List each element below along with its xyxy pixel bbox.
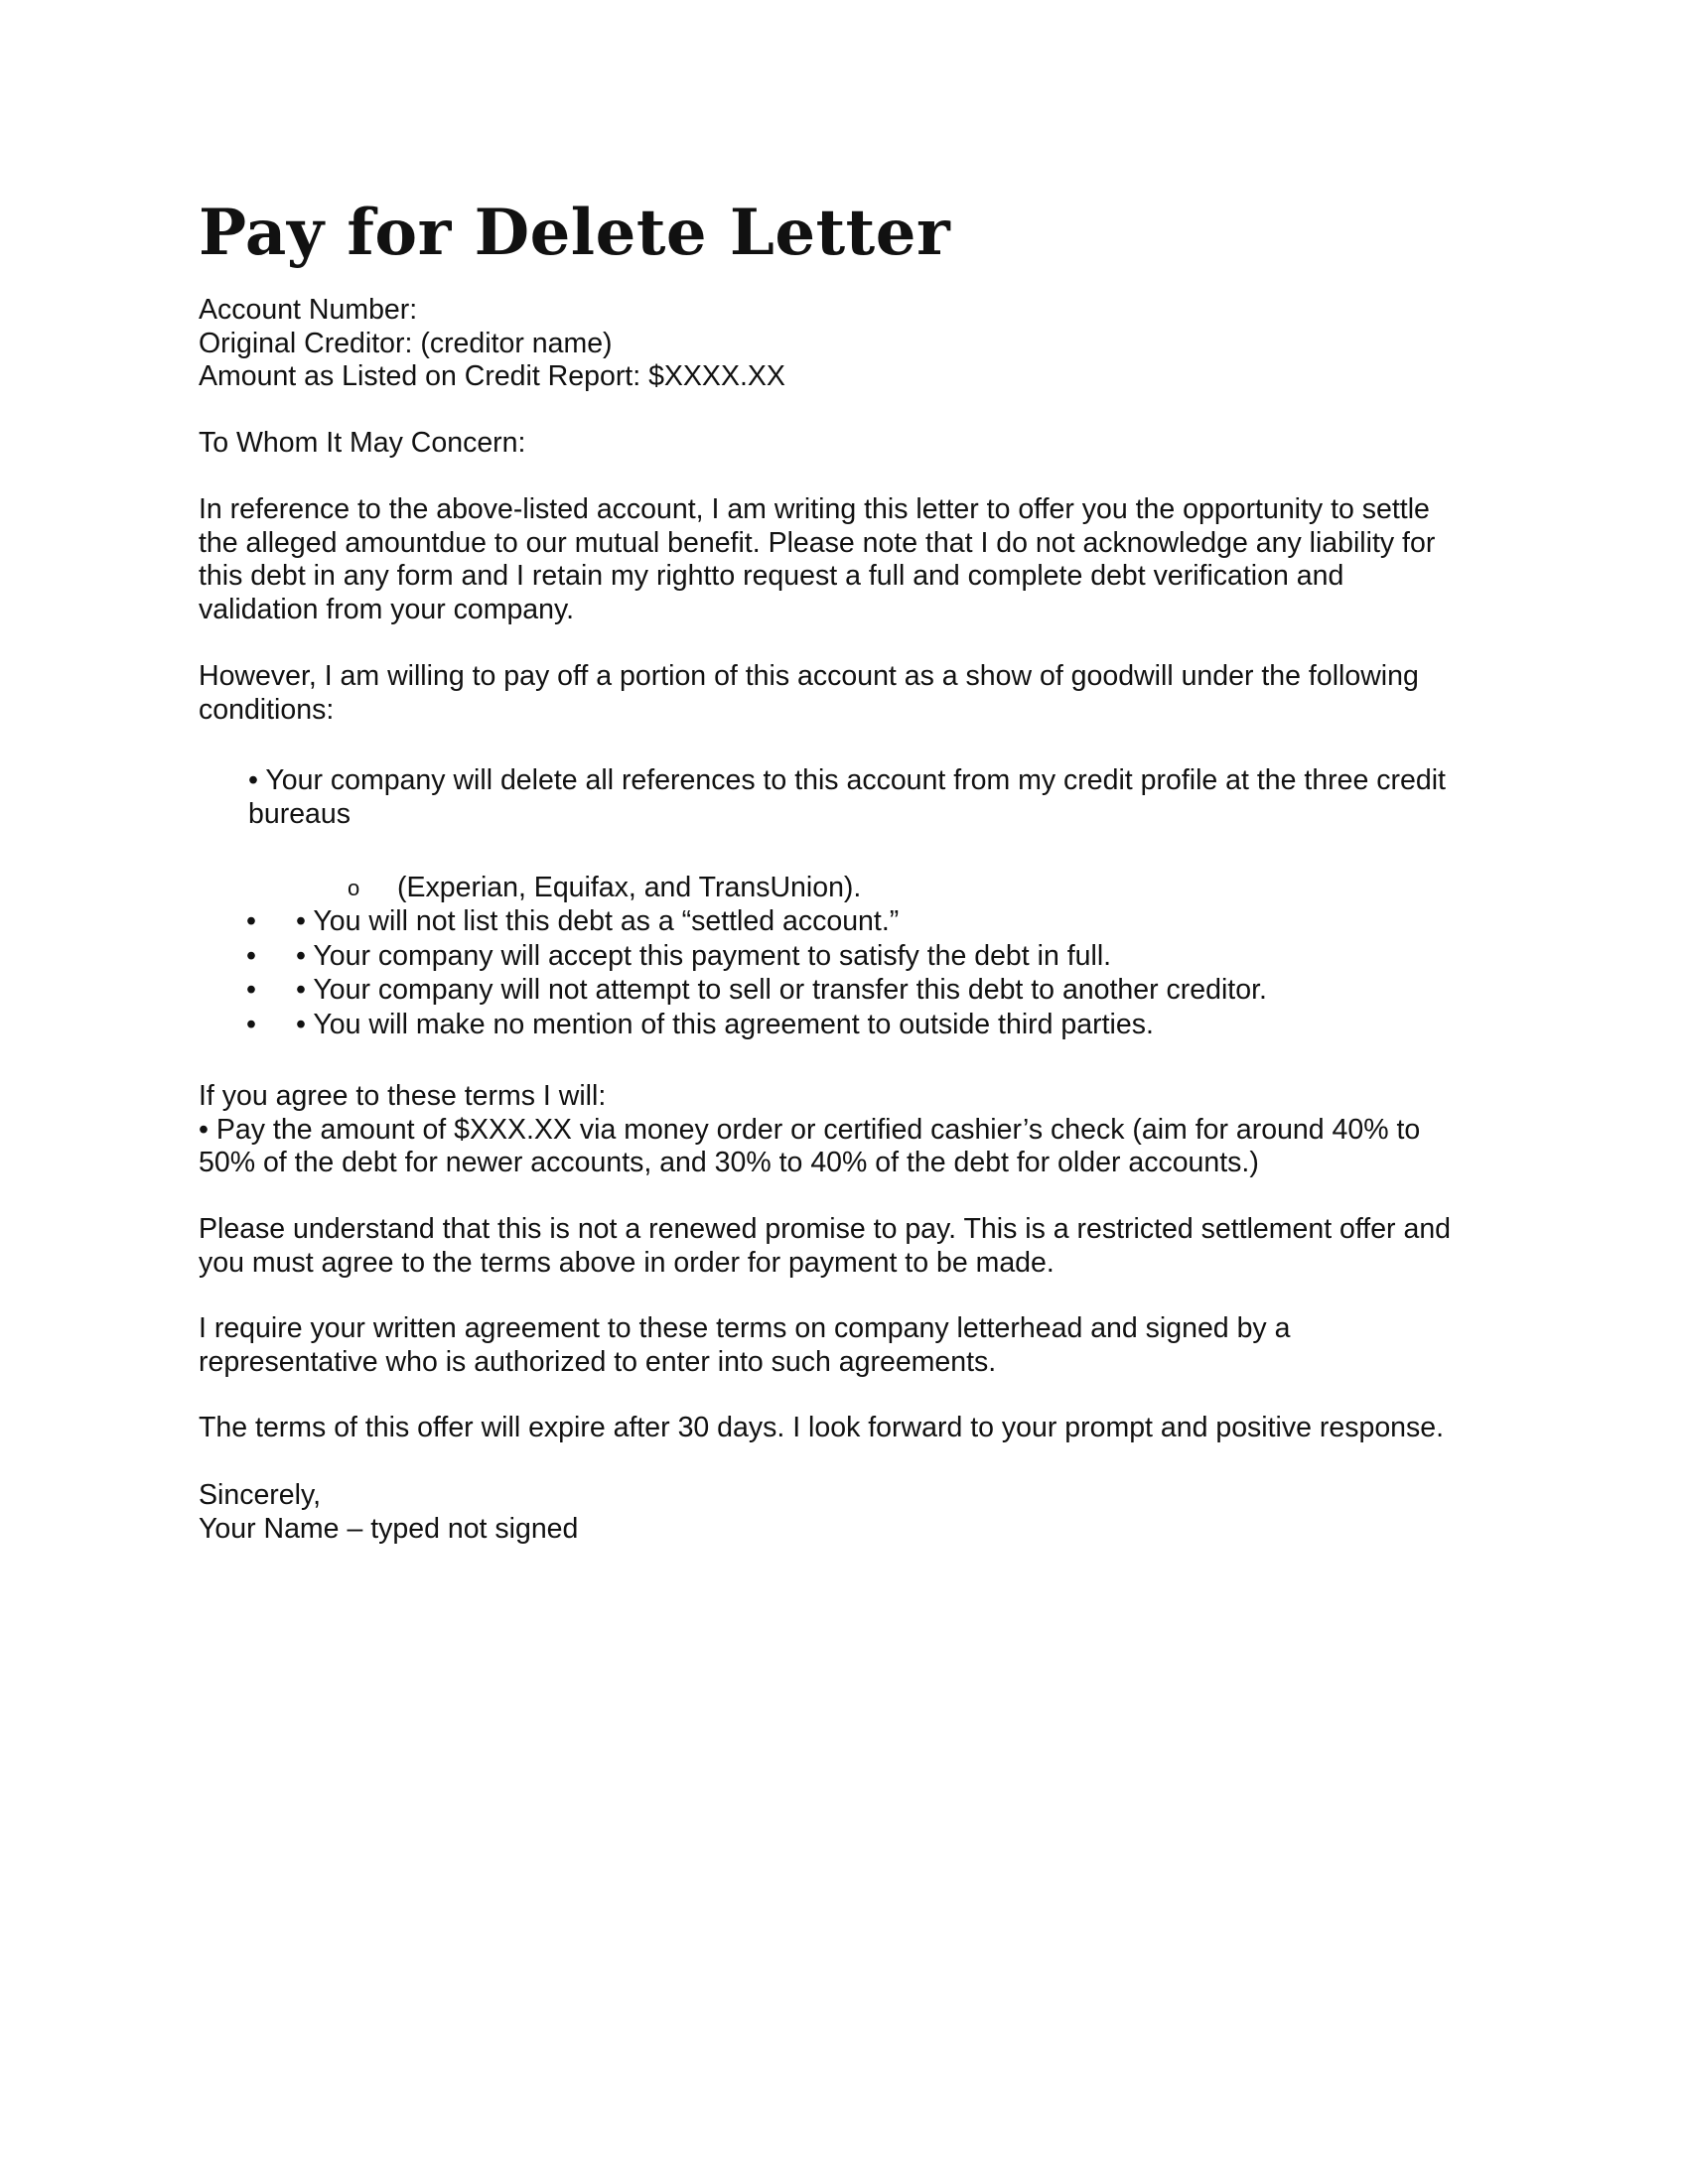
paragraph-not-renewed-promise (199, 1213, 1489, 1280)
sub-bullet-marker: o (348, 876, 360, 900)
condition-line: • Your company will delete all references to this account from my credit profile at the three credit (248, 764, 1446, 796)
original-creditor-label: Original Creditor: (creditor name) (199, 327, 613, 359)
list-item-text: • Your company will not attempt to sell or transfer this debt to another creditor. (296, 974, 1267, 1006)
paragraph-line: Please understand that this is not a renewed promise to pay. This is a restricted settlement offer and (199, 1213, 1452, 1245)
bullet-marker: • (246, 974, 256, 1006)
list-item (246, 940, 1537, 975)
account-details (199, 294, 1489, 394)
bullet-marker: • (246, 939, 256, 972)
amount-listed-label: Amount as Listed on Credit Report: $XXXX.XX (199, 360, 785, 392)
paragraph-line: However, I am willing to pay off a portion of this account as a show of goodwill under the following (199, 660, 1419, 692)
paragraph-line: In reference to the above-listed account, I am writing this letter to offer you the opportunity to settle (199, 493, 1430, 525)
paragraph-line: representative who is authorized to enter into such agreements. (199, 1345, 997, 1378)
paragraph-line: this debt in any form and I retain my rightto request a full and complete debt verification and (199, 560, 1344, 592)
page-title: Pay for Delete Letter (199, 196, 951, 270)
bullet-marker: • (246, 905, 256, 937)
list-item-text: • Your company will accept this payment to satisfy the debt in full. (296, 939, 1112, 972)
account-number-label: Account Number: (199, 294, 418, 326)
paragraph-line: The terms of this offer will expire after 30 days. I look forward to your prompt and positive response. (199, 1412, 1445, 1443)
paragraph-line: the alleged amountdue to our mutual benefit. Please note that I do not acknowledge any liability for (199, 526, 1436, 559)
condition-delete-references (248, 764, 1499, 831)
paragraph-line: you must agree to the terms above in order for payment to be made. (199, 1246, 1055, 1279)
list-item (246, 974, 1537, 1009)
conditions-list (246, 905, 1537, 1042)
paragraph-line: validation from your company. (199, 593, 575, 625)
sign-off: Sincerely, (199, 1479, 322, 1511)
salutation: To Whom It May Concern: (199, 427, 526, 459)
agreement-line: If you agree to these terms I will: (199, 1080, 607, 1112)
condition-line: bureaus (248, 797, 351, 830)
agreement-terms (199, 1080, 1489, 1180)
closing (199, 1479, 1489, 1546)
paragraph-written-agreement (199, 1312, 1489, 1379)
agreement-line: • Pay the amount of $XXX.XX via money order or certified cashier’s check (aim for around 40% to (199, 1113, 1421, 1146)
list-item (246, 905, 1537, 940)
bullet-marker: • (246, 1008, 256, 1040)
paragraph-line: conditions: (199, 693, 335, 726)
list-item-text: • You will not list this debt as a “settled account.” (296, 905, 900, 937)
list-item-text: • You will make no mention of this agreement to outside third parties. (296, 1008, 1154, 1040)
paragraph-expiry (199, 1412, 1489, 1445)
paragraph-intro (199, 493, 1489, 626)
paragraph-goodwill (199, 660, 1489, 727)
signature-name: Your Name – typed not signed (199, 1512, 579, 1545)
paragraph-line: I require your written agreement to these terms on company letterhead and signed by a (199, 1312, 1291, 1344)
agreement-line: 50% of the debt for newer accounts, and 30% to 40% of the debt for older accounts.) (199, 1147, 1259, 1178)
list-item (246, 1009, 1537, 1043)
bureau-names: (Experian, Equifax, and TransUnion). (397, 872, 862, 903)
